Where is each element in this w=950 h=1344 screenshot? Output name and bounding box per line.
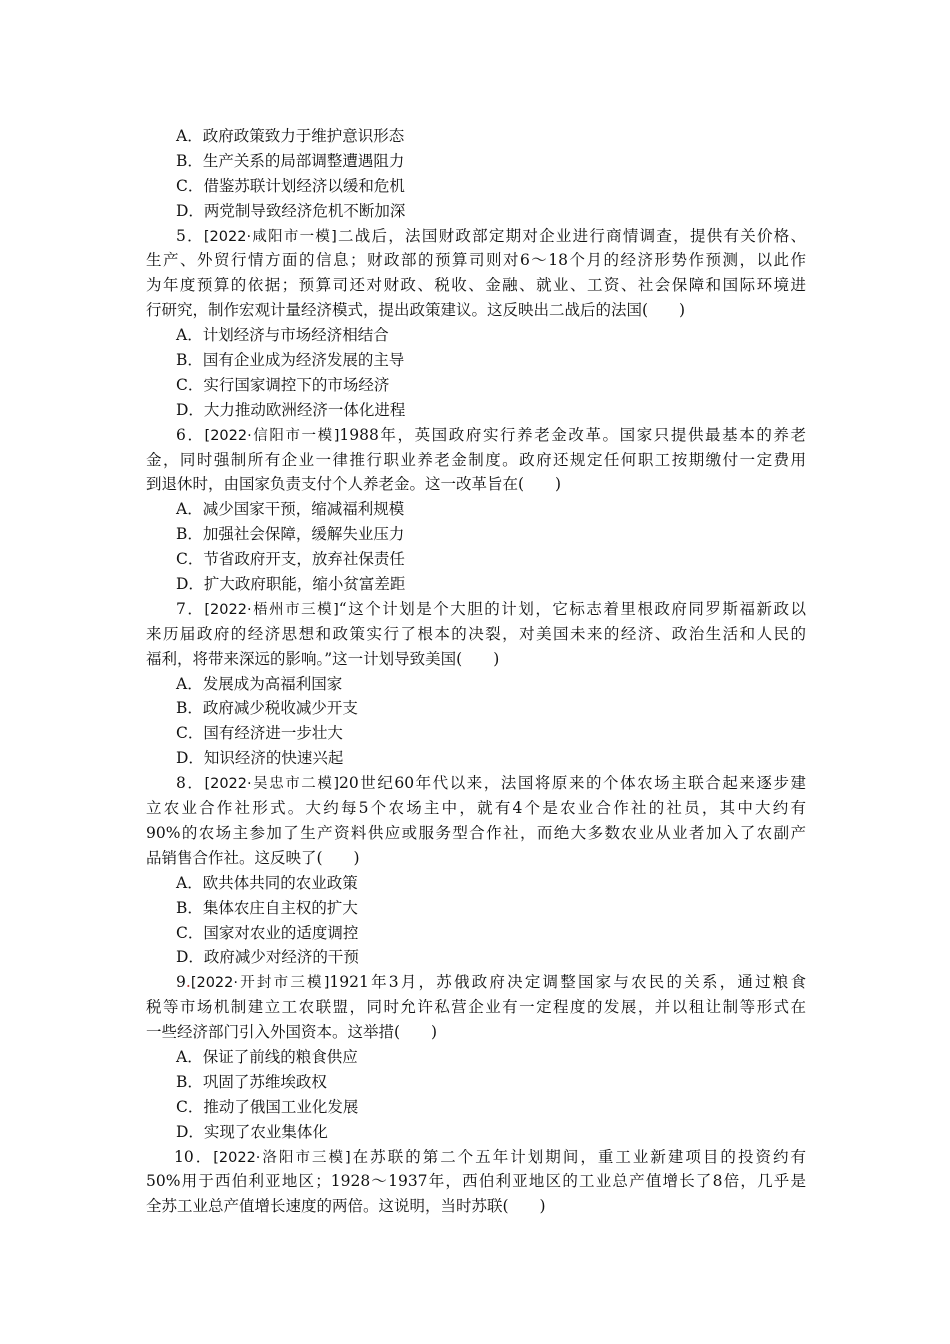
- option-d: D．政府减少对经济的干预: [176, 948, 359, 967]
- stem-line: 行研究，制作宏观计量经济模式，提出政策建议。这反映出二战后的法国( ): [146, 301, 686, 320]
- question-number: 10．: [174, 1147, 214, 1166]
- option-c: C．实行国家调控下的市场经济: [176, 375, 390, 394]
- stem-line: 来历届政府的经济思想和政策实行了根本的决裂，对美国未来的经济、政治生活和人民的: [146, 624, 806, 643]
- option-d: D．实现了农业集体化: [176, 1122, 328, 1141]
- stem-line: 一些经济部门引入外国资本。这举措( ): [146, 1023, 438, 1042]
- question-7: [146, 597, 806, 771]
- question-8: [146, 771, 806, 970]
- option-c: C．节省政府开支，放弃社保责任: [176, 550, 405, 569]
- question-source: [2022·梧州市三模]: [204, 601, 339, 618]
- option-b: B．巩固了苏维埃政权: [176, 1072, 327, 1091]
- question-10: [146, 1145, 806, 1220]
- stem-line: 1921年3月，苏俄政府决定调整国家与农民的关系，通过粮食: [329, 973, 806, 992]
- stem-line: “这个计划是个大胆的计划，它标志着里根政府同罗斯福新政以: [338, 599, 806, 618]
- question-number: 6．: [176, 425, 205, 444]
- stem-line: 全苏工业总产值增长速度的两倍。这说明，当时苏联( ): [146, 1197, 546, 1216]
- question-number: 7．: [176, 599, 205, 618]
- option-b: B．生产关系的局部调整遭遇阻力: [176, 151, 405, 170]
- question-stem: [146, 771, 806, 796]
- stem-line: 金，同时强制所有企业一律推行职业养老金制度。政府还规定任何职工按期缴付一定费用: [146, 450, 806, 469]
- question-5: [146, 224, 806, 423]
- option-a: A．计划经济与市场经济相结合: [176, 326, 389, 345]
- question-stem: [146, 597, 806, 622]
- stem-line: 品销售合作社。这反映了( ): [146, 848, 360, 867]
- question-stem: [146, 224, 806, 249]
- question-source: [2022·洛阳市三模]: [213, 1149, 351, 1166]
- option-a: A．政府政策致力于维护意识形态: [176, 127, 405, 145]
- stem-line: 为年度预算的依据；预算司还对财政、税收、金融、就业、工资、社会保障和国际环境进: [146, 276, 806, 295]
- option-d: D．两党制导致经济危机不断加深: [176, 201, 406, 220]
- stem-line: 生产、外贸行情方面的信息；财政部的预算司则对6～18个月的经济形势作预测，以此作: [146, 251, 806, 270]
- option-a: A．保证了前线的粮食供应: [176, 1047, 358, 1066]
- question-4-options: [146, 124, 806, 224]
- option-c: C．推动了俄国工业化发展: [176, 1097, 359, 1116]
- option-d: D．知识经济的快速兴起: [176, 749, 344, 768]
- question-number-dot: .: [185, 973, 191, 992]
- stem-line: 1988年，英国政府实行养老金改革。国家只提供最基本的养老: [339, 425, 806, 444]
- option-c: C．国有经济进一步壮大: [176, 724, 343, 743]
- option-b: B．集体农庄自主权的扩大: [176, 898, 358, 917]
- question-source: [2022·开封市三模]: [190, 975, 330, 992]
- question-stem: [146, 970, 806, 995]
- option-c: C．借鉴苏联计划经济以缓和危机: [176, 176, 405, 195]
- question-stem: [146, 423, 806, 448]
- question-source: [2022·咸阳市一模]: [203, 228, 337, 245]
- stem-line: 90%的农场主参加了生产资料供应或服务型合作社，而绝大多数农业从业者加入了农副产: [146, 823, 806, 842]
- option-a: A．欧共体共同的农业政策: [176, 873, 358, 892]
- stem-line: 福利，将带来深远的影响。”这一计划导致美国( ): [146, 649, 500, 668]
- question-source: [2022·吴忠市二模]: [204, 776, 340, 793]
- stem-line: 到退休时，由国家负责支付个人养老金。这一改革旨在( ): [146, 475, 562, 494]
- option-a: A．减少国家干预，缩减福利规模: [176, 500, 405, 519]
- question-stem: [146, 1145, 806, 1170]
- question-number: 9: [176, 973, 186, 992]
- question-number: 8．: [176, 774, 205, 793]
- option-c: C．国家对农业的适度调控: [176, 923, 359, 942]
- stem-line: 在苏联的第二个五年计划期间，重工业新建项目的投资约有: [350, 1147, 806, 1166]
- question-6: [146, 423, 806, 597]
- question-number: 5．: [176, 226, 204, 245]
- stem-line: 二战后，法国财政部定期对企业进行商情调查，提供有关价格、: [336, 226, 806, 245]
- stem-line: 立农业合作社形式。大约每5个农场主中，就有4个是农业合作社的社员，其中大约有: [146, 799, 806, 818]
- stem-line: 税等市场机制建立工农联盟，同时允许私营企业有一定程度的发展，并以租让制等形式在: [146, 998, 806, 1017]
- option-b: B．国有企业成为经济发展的主导: [176, 351, 405, 370]
- stem-line: 50%用于西伯利亚地区；1928～1937年，西伯利亚地区的工业总产值增长了8倍，几乎是: [146, 1172, 806, 1191]
- option-a: A．发展成为高福利国家: [176, 674, 343, 693]
- stem-line: 20世纪60年代以来，法国将原来的个体农场主联合起来逐步建: [339, 774, 806, 793]
- option-d: D．大力推动欧洲经济一体化进程: [176, 400, 406, 419]
- question-source: [2022·信阳市一模]: [204, 427, 340, 444]
- question-9: [146, 970, 806, 1144]
- option-b: B．加强社会保障，缓解失业压力: [176, 525, 405, 544]
- option-d: D．扩大政府职能，缩小贫富差距: [176, 575, 406, 594]
- document-page: [146, 124, 806, 1219]
- option-b: B．政府减少税收减少开支: [176, 699, 358, 718]
